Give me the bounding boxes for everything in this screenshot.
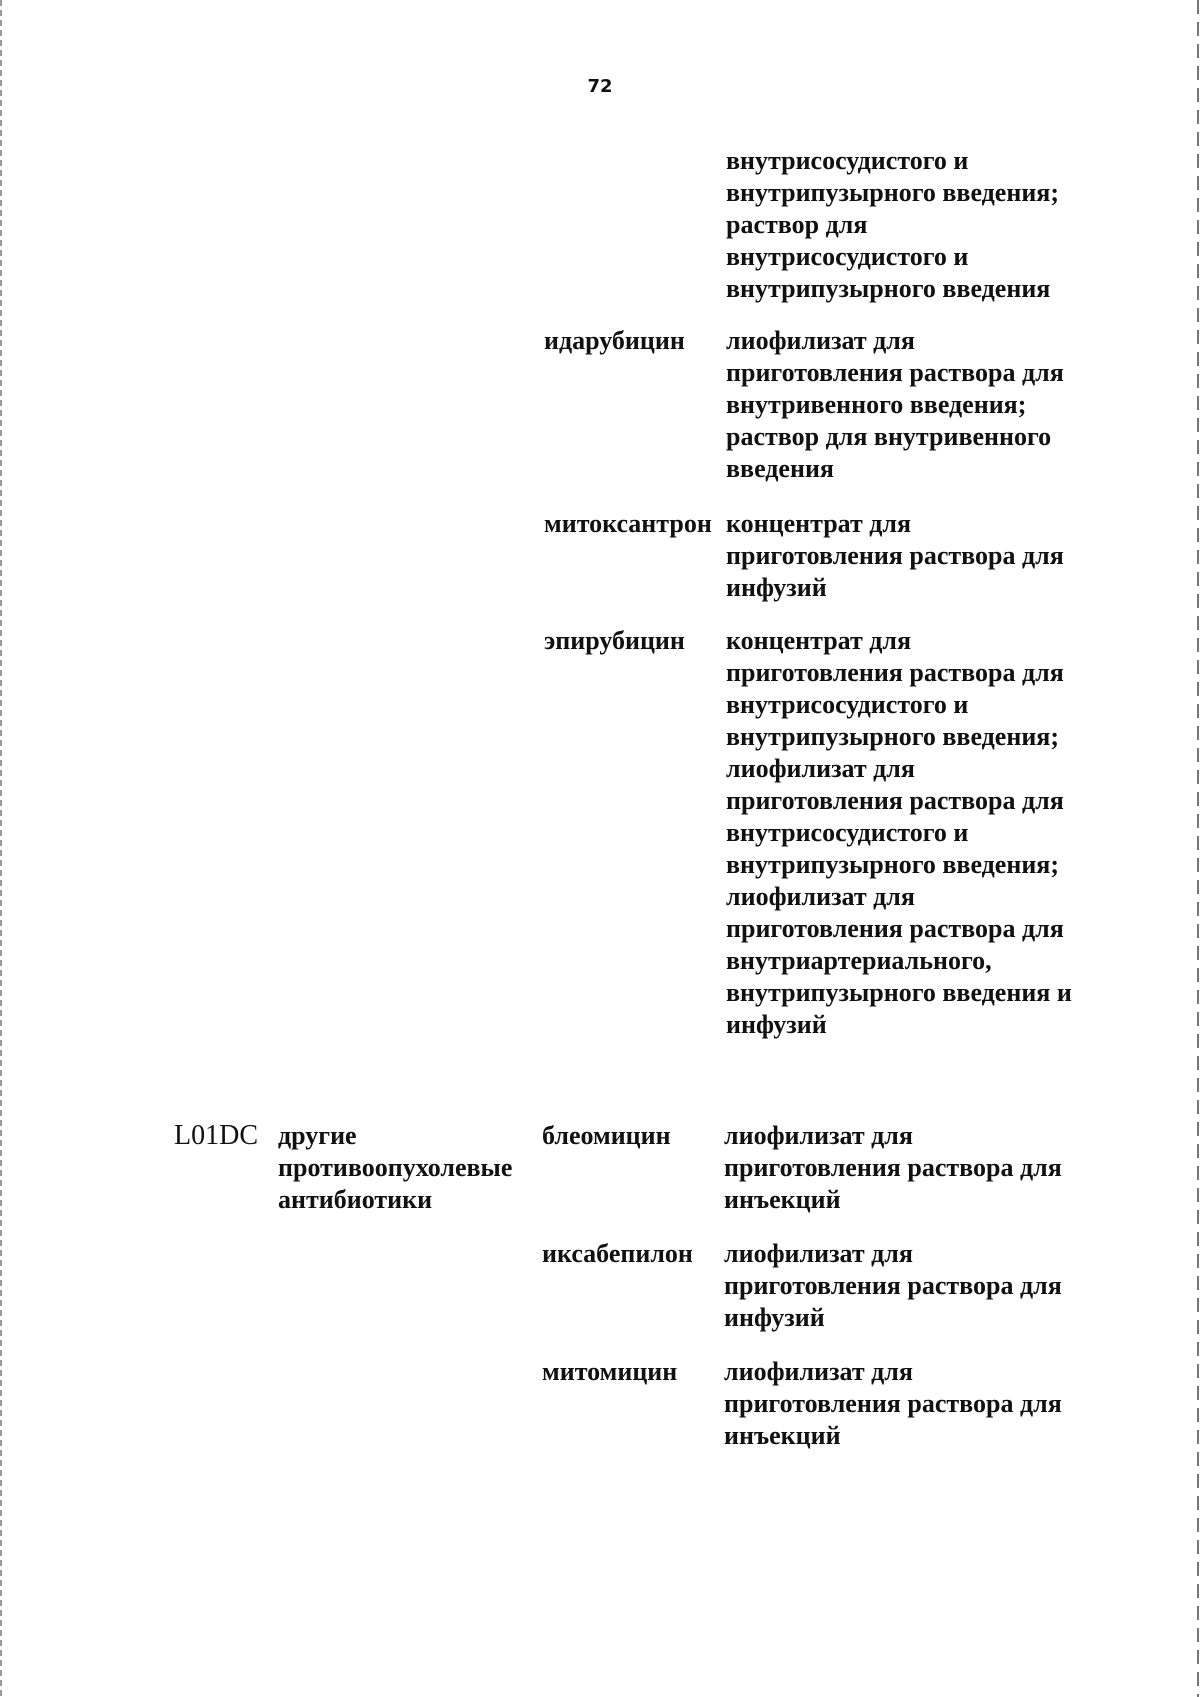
drug-name-idarubicin: идарубицин <box>544 326 685 355</box>
atc-group-name: другие противоопухолевые антибиотики <box>278 1121 513 1214</box>
drug-name-mitomycin: митомицин <box>542 1357 678 1386</box>
drug-name-ixabepilone: иксабепилон <box>542 1239 693 1268</box>
drug-name-epirubicin: эпирубицин <box>544 626 685 655</box>
dosage-form-epirubicin: концентрат для приготовления раствора для внутрисосудистого и внутрипузырного введения; лиофилизат для приготовления раствора для внутрисосудистого и внутрипузырного введения; лиофилизат для приготовления раствора для внутриартериального, внутрипузырного введения и инфузий <box>726 626 1072 1039</box>
drug-name-bleomycin: блеомицин <box>542 1121 671 1150</box>
atc-code: L01DC <box>174 1120 258 1151</box>
scan-edge-left <box>0 0 2 1697</box>
dosage-form-idarubicin: лиофилизат для приготовления раствора для внутривенного введения; раствор для внутривенного введения <box>726 326 1064 483</box>
dosage-form-ixabepilone: лиофилизат для приготовления раствора для инфузий <box>724 1239 1062 1332</box>
page-number: 72 <box>587 76 613 97</box>
continued-dosage-form: внутрисосудистого и внутрипузырного введения; раствор для внутрисосудистого и внутрипузырного введения <box>726 146 1060 303</box>
drug-name-mitoxantrone: митоксантрон <box>544 509 712 538</box>
dosage-form-bleomycin: лиофилизат для приготовления раствора для инъекций <box>724 1121 1062 1214</box>
scan-edge-right <box>1197 0 1199 1697</box>
dosage-form-mitoxantrone: концентрат для приготовления раствора для инфузий <box>726 509 1064 602</box>
dosage-form-mitomycin: лиофилизат для приготовления раствора для инъекций <box>724 1357 1062 1450</box>
